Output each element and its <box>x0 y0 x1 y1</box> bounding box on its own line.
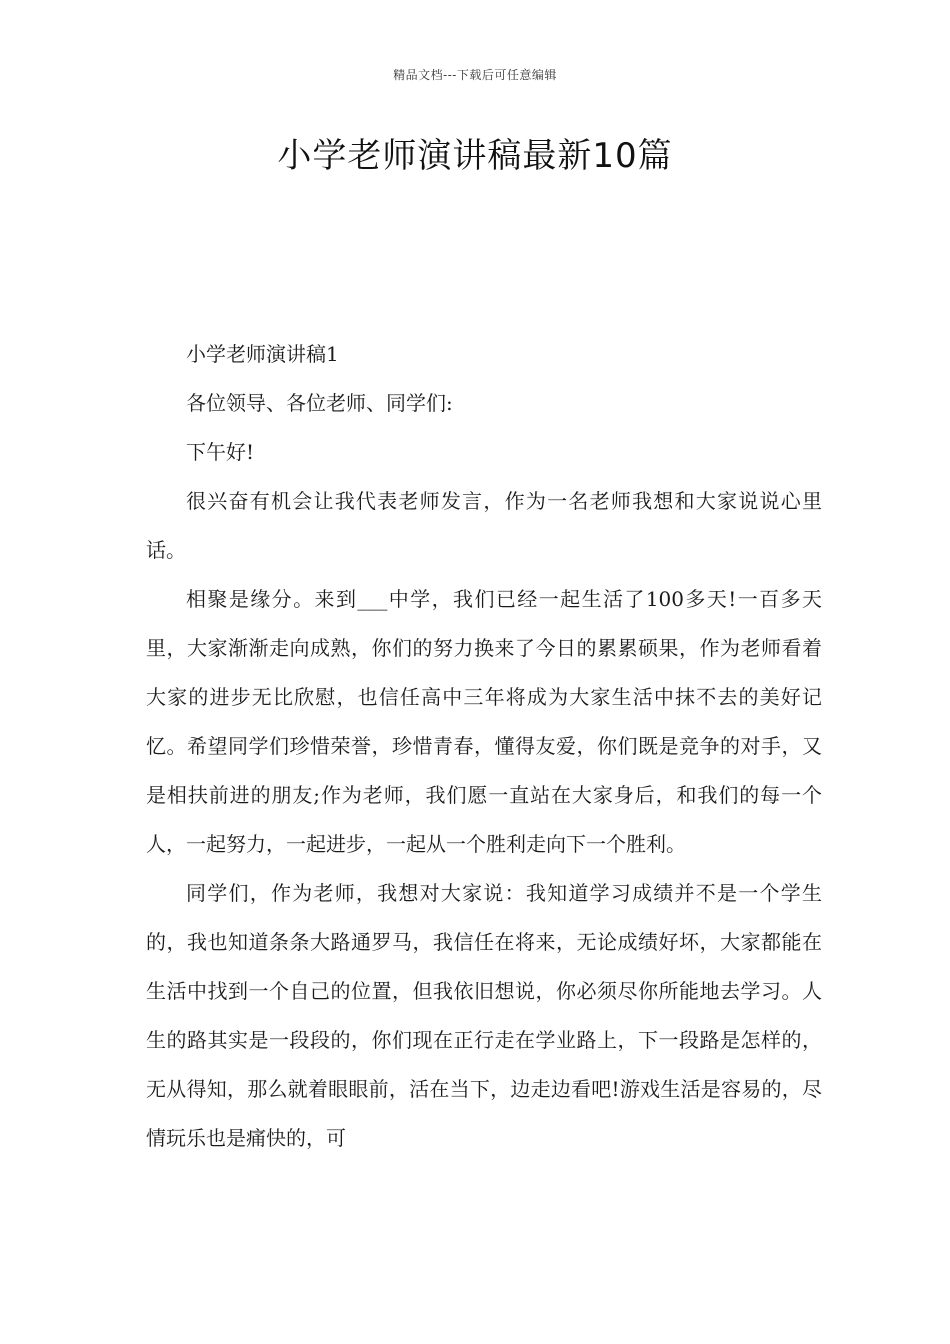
salutation: 各位领导、各位老师、同学们: <box>186 391 453 415</box>
document-body <box>146 330 822 1163</box>
header-note: 精品文档---下载后可任意编辑 <box>393 68 557 82</box>
body-paragraph: 相聚是缘分。来到___中学，我们已经一起生活了100多天!一百多天里，大家渐渐走向成熟，你们的努力换来了今日的累累硕果，作为老师看着大家的进步无比欣慰，也信任高中三年将成为大家生活中抹不去的美好记忆。希望同学们珍惜荣誉，珍惜青春，懂得友爱，你们既是竞争的对手，又是相扶前进的朋友;作为老师，我们愿一直站在大家身后，和我们的每一个人，一起努力，一起进步，一起从一个胜利走向下一个胜利。 <box>146 587 822 856</box>
body-paragraph: 同学们，作为老师，我想对大家说：我知道学习成绩并不是一个学生的，我也知道条条大路通罗马，我信任在将来，无论成绩好坏，大家都能在生活中找到一个自己的位置，但我依旧想说，你必须尽你所能地去学习。人生的路其实是一段段的，你们现在正行走在学业路上，下一段路是怎样的，无从得知，那么就着眼眼前，活在当下，边走边看吧!游戏生活是容易的，尽情玩乐也是痛快的，可 <box>146 881 822 1150</box>
greeting: 下午好! <box>186 440 255 464</box>
document-title: 小学老师演讲稿最新10篇 <box>277 136 673 176</box>
body-paragraph: 很兴奋有机会让我代表老师发言，作为一名老师我想和大家说说心里话。 <box>146 489 822 562</box>
section-heading: 小学老师演讲稿1 <box>186 342 339 366</box>
